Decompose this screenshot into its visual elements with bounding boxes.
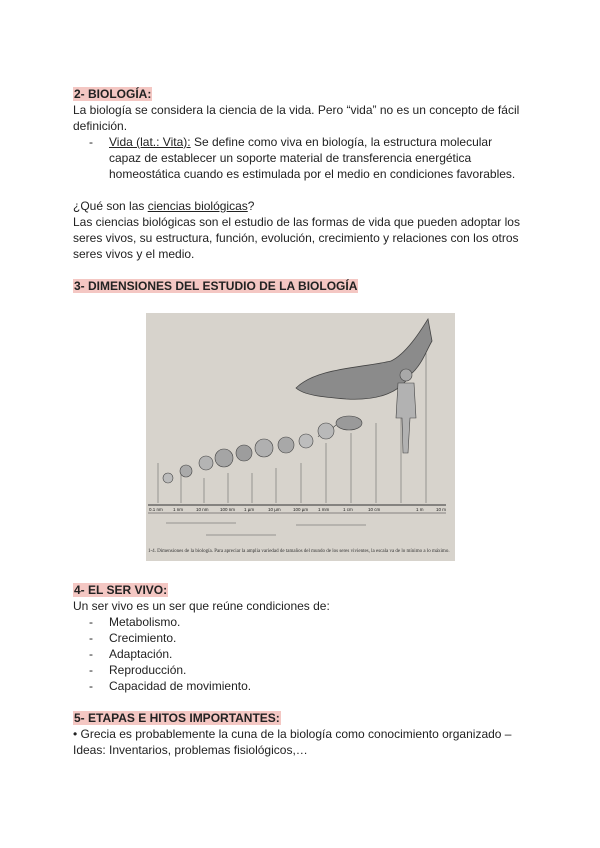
list-item: Metabolismo. — [109, 615, 181, 629]
vida-definition-line: homeostática cuando es estimulada por el medio en condiciones favorables. — [109, 167, 516, 181]
scale-label: 1 mm — [318, 507, 330, 512]
biology-dimensions-figure — [146, 313, 455, 561]
scale-label: 10 m — [436, 507, 447, 512]
section-2-heading: 2- BIOLOGÍA: — [74, 87, 152, 101]
list-dash: - — [89, 663, 93, 677]
scale-label: 1 m — [416, 507, 424, 512]
dimensions-illustration — [146, 313, 455, 561]
vida-definition-line: capaz de establecer un soporte material de transferencia energética — [109, 151, 472, 165]
list-item: Adaptación. — [109, 647, 173, 661]
scale-label: 10 cm — [368, 507, 381, 512]
vida-definition-line — [109, 134, 492, 150]
paragraph-line: seres vivos y el medio. — [73, 247, 195, 261]
vida-term: Vida (lat.: Vita): — [109, 135, 191, 149]
section-3-heading: 3- DIMENSIONES DEL ESTUDIO DE LA BIOLOGÍA — [74, 279, 358, 293]
question-line: ¿Qué son las ciencias biológicas? — [73, 199, 255, 213]
scale-label: 1 µm — [244, 507, 255, 512]
figure-caption: 1-4. Dimensiones de la biología. Para apreciar la amplia variedad de tamaños del mundo de los seres vivientes, la escala va de lo mínimo a lo máximo. — [148, 549, 450, 554]
paragraph-line: definición. — [73, 119, 128, 133]
paragraph-line: • Grecia es probablemente la cuna de la biología como conocimiento organizado – — [73, 727, 512, 741]
paragraph-line: seres vivos, su estructura, función, evolución, crecimiento y relaciones con los otros — [73, 231, 519, 245]
paragraph-line: La biología se considera la ciencia de la vida. Pero “vida” no es un concepto de fácil — [73, 103, 520, 117]
scale-label: 100 nm — [220, 507, 236, 512]
paragraph-line: Las ciencias biológicas son el estudio de las formas de vida que pueden adoptar los — [73, 215, 520, 229]
ciencias-biologicas-link[interactable]: ciencias biológicas — [147, 199, 248, 213]
section-5-heading: 5- ETAPAS E HITOS IMPORTANTES: — [74, 711, 280, 725]
list-dash: - — [89, 615, 93, 629]
section-4-heading: 4- EL SER VIVO: — [74, 583, 168, 597]
scale-label: 1 cm — [343, 507, 353, 512]
list-item: Reproducción. — [109, 663, 187, 677]
intro-line: Un ser vivo es un ser que reúne condiciones de: — [73, 599, 330, 613]
list-dash: - — [89, 679, 93, 693]
scale-label: 100 µm — [293, 507, 309, 512]
list-dash: - — [89, 631, 93, 645]
vida-text: Se define como viva en biología, la estructura molecular — [190, 135, 493, 149]
list-item: Crecimiento. — [109, 631, 177, 645]
scale-label: 0.1 nm — [149, 507, 163, 512]
list-item: Capacidad de movimiento. — [109, 679, 252, 693]
list-dash: - — [89, 135, 93, 149]
list-dash: - — [89, 647, 93, 661]
paragraph-line: Ideas: Inventarios, problemas fisiológicos,… — [73, 743, 308, 757]
scale-label: 10 nm — [196, 507, 209, 512]
scale-label: 10 µm — [268, 507, 281, 512]
scale-label: 1 nm — [173, 507, 184, 512]
